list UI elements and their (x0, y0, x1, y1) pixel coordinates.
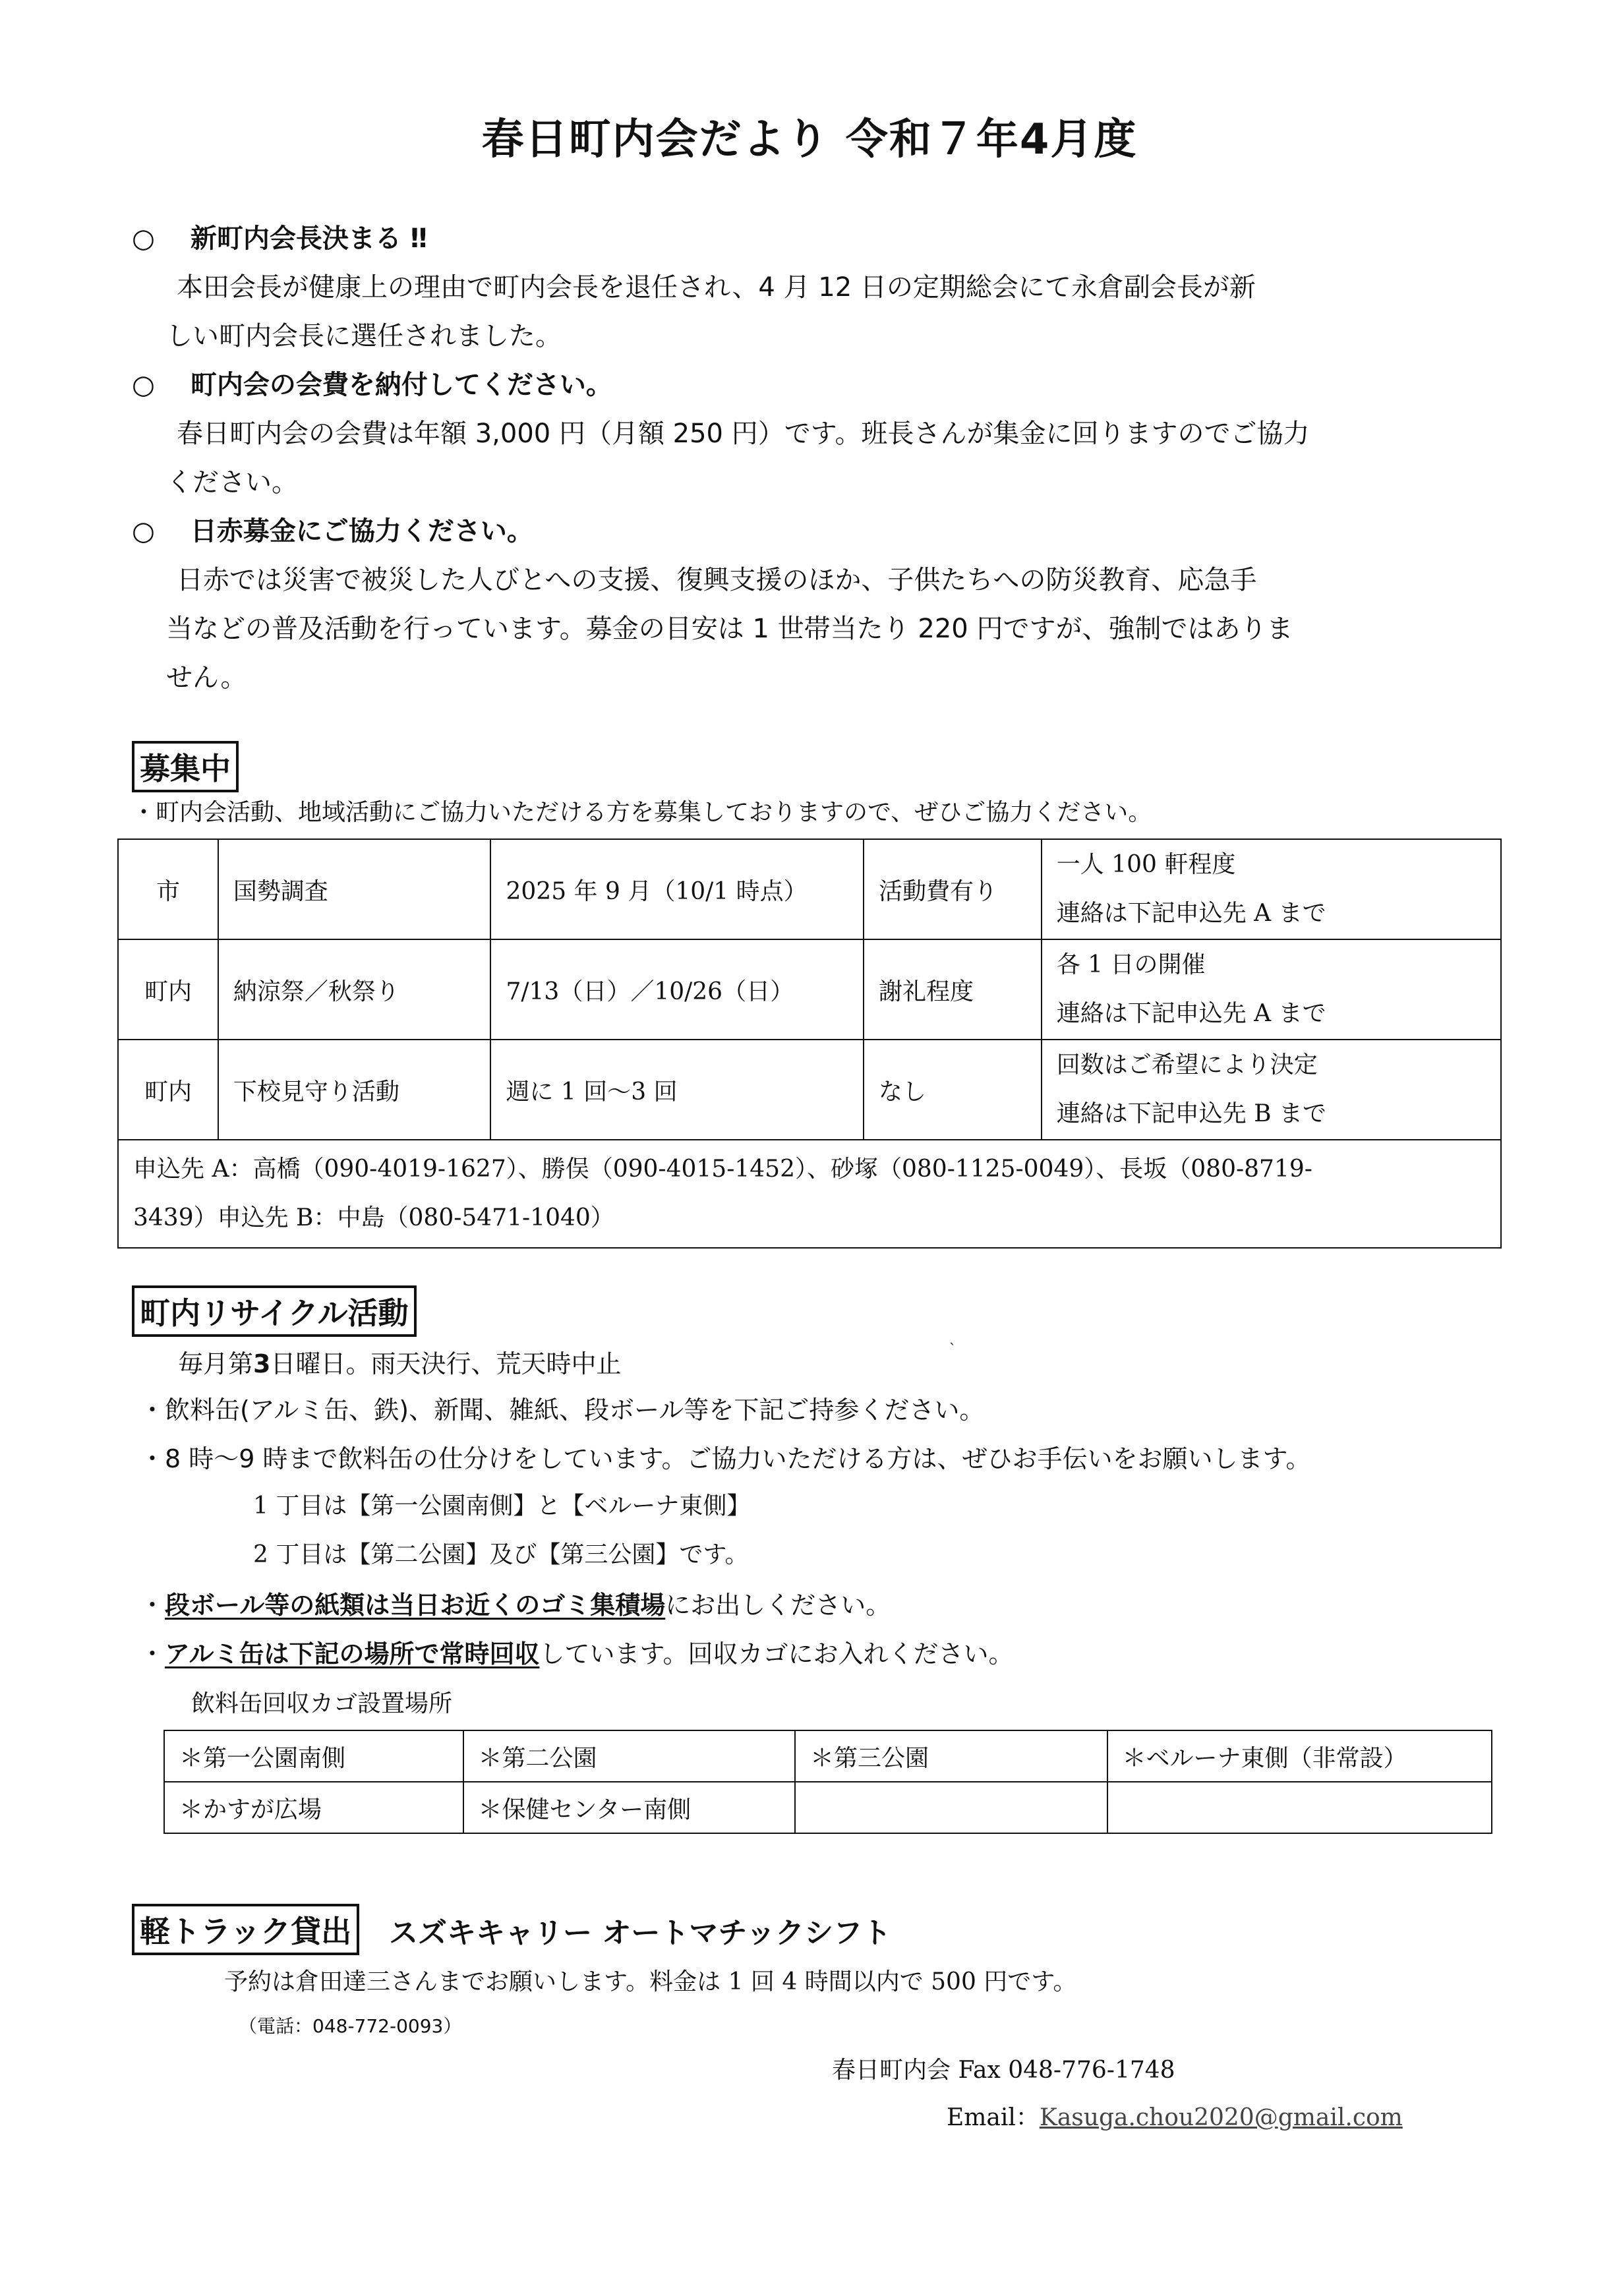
recruit-table (117, 839, 1502, 1249)
table-row (164, 1782, 1492, 1833)
notice-1-line-2: しい町内会長に選任されました。 (166, 321, 562, 351)
recruit-pay: 活動費有り (864, 839, 1042, 939)
table-row (164, 1730, 1492, 1782)
table-row (118, 839, 1501, 939)
table-cell: ＊かすが広場 (164, 1782, 463, 1833)
notice-heading-1: ○ 新町内会長決まる ‼ (132, 223, 427, 254)
circle-bullet-icon: ○ (132, 516, 155, 546)
circle-bullet-icon: ○ (132, 223, 155, 254)
recycle-line-1: ・飲料缶(アルミ缶、鉄)、新聞、雑紙、段ボール等を下記ご持参ください。 (140, 1396, 985, 1425)
table-row (118, 1140, 1501, 1248)
notice-2-line-2: ください。 (166, 467, 298, 498)
recruit-pay: なし (864, 1040, 1042, 1140)
page-title: 春日町内会だより 令和７年4月度 (481, 115, 1138, 164)
table-cell: ＊第一公園南側 (164, 1730, 463, 1782)
footer-email: Email：Kasuga.chou2020@gmail.com (947, 2104, 1403, 2131)
recruit-date: 週に 1 回～3 回 (490, 1040, 863, 1140)
recruit-heading: 募集中 (132, 741, 239, 792)
table-row (118, 1040, 1501, 1140)
table-cell (1107, 1782, 1492, 1833)
table-cell (795, 1782, 1107, 1833)
recycle-line-2: ・8 時～9 時まで飲料缶の仕分けをしています。ご協力いただける方は、ぜひお手伝いをお願いします。 (140, 1444, 1311, 1473)
truck-model: スズキキャリー オートマチックシフト (389, 1916, 891, 1950)
recycle-paper-note: ・段ボール等の紙類は当日お近くのゴミ集積場にお出しください。 (140, 1591, 891, 1620)
notice-heading-3: ○ 日赤募金にご協力ください。 (132, 516, 533, 546)
recruit-note: 一人 100 軒程度 連絡は下記申込先 A まで (1042, 839, 1501, 939)
recycle-place-2: 2 丁目は【第二公園】及び【第三公園】です。 (253, 1541, 749, 1568)
notice-3-line-1: 日赤では災害で被災した人びとへの支援、復興支援のほか、子供たちへの防災教育、応急手 (177, 565, 1257, 595)
recycle-can-note: ・アルミ缶は下記の場所で常時回収しています。回収カゴにお入れください。 (140, 1639, 1014, 1668)
table-row (118, 939, 1501, 1040)
truck-reservation: 予約は倉田達三さんまでお願いします。料金は 1 回 4 時間以内で 500 円です。 (224, 1968, 1077, 1995)
truck-heading: 軽トラック貸出 (132, 1904, 359, 1955)
notice-3-line-2: 当などの普及活動を行っています。募金の目安は 1 世帯当たり 220 円ですが、強制ではありま (166, 614, 1293, 644)
recycle-schedule: 毎月第3日曜日。雨天決行、荒天時中止 (178, 1349, 622, 1378)
recruit-date: 2025 年 9 月（10/1 時点） (490, 839, 863, 939)
recruit-activity: 納涼祭／秋祭り (218, 939, 491, 1040)
notice-2-line-1: 春日町内会の会費は年額 3,000 円（月額 250 円）です。班長さんが集金に回りますのでご協力 (177, 419, 1310, 449)
recruit-org: 町内 (118, 939, 218, 1040)
recycle-heading: 町内リサイクル活動 (132, 1285, 417, 1337)
table-cell: ＊第二公園 (463, 1730, 795, 1782)
notice-1-line-1: 本田会長が健康上の理由で町内会長を退任され、4 月 12 日の定期総会にて永倉副会長が新 (177, 272, 1256, 303)
recruit-contact: 申込先 A：高橋（090-4019-1627）、勝俣（090-4015-1452）、砂塚（080-1125-0049）、長坂（080-8719- 3439）申込先 B：中島（080-5471-1040） (118, 1140, 1501, 1248)
recycle-place-1: 1 丁目は【第一公園南側】と【ベルーナ東側】 (253, 1492, 751, 1519)
collection-box-title: 飲料缶回収カゴ設置場所 (191, 1690, 453, 1717)
notice-heading-2: ○ 町内会の会費を納付してください。 (132, 370, 612, 400)
recruit-note: 各 1 日の開催 連絡は下記申込先 A まで (1042, 939, 1501, 1040)
notice-3-line-3: せん。 (166, 662, 247, 693)
table-cell: ＊保健センター南側 (463, 1782, 795, 1833)
recruit-intro: ・町内会活動、地域活動にご協力いただける方を募集しておりますので、ぜひご協力ください。 (132, 799, 1152, 826)
recruit-activity: 国勢調査 (218, 839, 491, 939)
table-cell: ＊ベルーナ東側（非常設） (1107, 1730, 1492, 1782)
recruit-note: 回数はご希望により決定 連絡は下記申込先 B まで (1042, 1040, 1501, 1140)
footer-fax: 春日町内会 Fax 048-776-1748 (832, 2057, 1175, 2084)
recruit-org: 町内 (118, 1040, 218, 1140)
collection-box-table (163, 1730, 1492, 1834)
table-cell: ＊第三公園 (795, 1730, 1107, 1782)
recruit-org: 市 (118, 839, 218, 939)
recruit-pay: 謝礼程度 (864, 939, 1042, 1040)
email-link[interactable]: Kasuga.chou2020@gmail.com (1039, 2104, 1403, 2131)
truck-phone: （電話：048-772-0093） (239, 2015, 462, 2037)
circle-bullet-icon: ○ (132, 370, 155, 400)
recruit-activity: 下校見守り活動 (218, 1040, 491, 1140)
recruit-date: 7/13（日）／10/26（日） (490, 939, 863, 1040)
